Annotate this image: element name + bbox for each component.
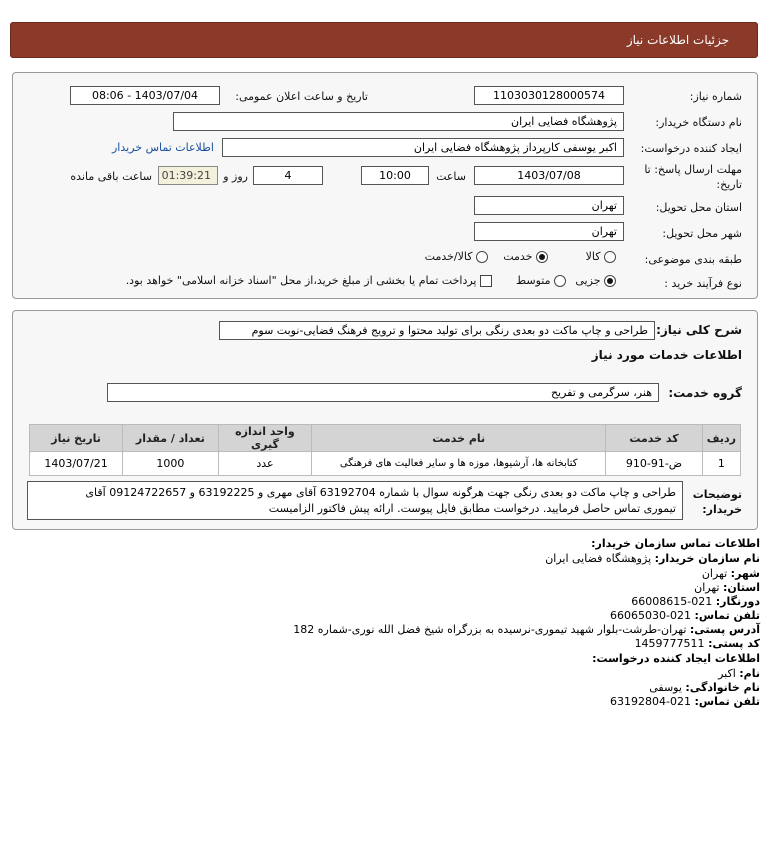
deadline-label: مهلت ارسال پاسخ: تا <box>644 163 742 176</box>
category-goods-label: کالا <box>585 250 601 263</box>
contact-address-value: تهران-طرشت-بلوار شهید تیموری-نرسیده به بزرگراه شیخ فضل الله نوری-شماره 182 <box>293 623 687 636</box>
notes-line-2: تیموری تماس حاصل فرمایید. درخواست مطابق فایل پیوست. ارائه پیش فاکتور الزامیست <box>268 502 676 515</box>
page-header <box>10 22 758 58</box>
contact-zip-value: 1459777511 <box>634 637 705 650</box>
contact-province <box>694 581 760 594</box>
creator-family-key: نام خانوادگی: <box>685 681 760 694</box>
cell-row: 1 <box>702 452 740 476</box>
contact-city <box>702 567 760 580</box>
cell-date: 1403/07/21 <box>30 452 123 476</box>
creator-family-value: یوسفی <box>649 681 682 694</box>
announce-field: 1403/07/04 - 08:06 <box>70 86 220 105</box>
contact-title: اطلاعات تماس سازمان خریدار: <box>591 537 760 550</box>
creator-tel-key: تلفن تماس: <box>694 695 760 708</box>
buyer-org-field: پژوهشگاه فضایی ایران <box>173 112 624 131</box>
deadline-date-label: تاریخ: <box>716 178 742 191</box>
service-group-field: هنر، سرگرمی و تفریح <box>107 383 659 402</box>
days-label: روز و <box>223 170 248 183</box>
contact-city-key: شهر: <box>730 567 760 580</box>
services-title: اطلاعات خدمات مورد نیاز <box>591 348 742 362</box>
buyer-contact-link[interactable]: اطلاعات تماس خریدار <box>112 141 214 154</box>
payment-checkbox[interactable] <box>480 275 492 287</box>
process-minor-radio[interactable] <box>604 275 616 287</box>
contact-fax-value: 021-66008615 <box>631 595 713 608</box>
buyer-org-label: نام دستگاه خریدار: <box>655 116 742 129</box>
table-row <box>30 452 741 476</box>
category-service-radio[interactable] <box>536 251 548 263</box>
notes-line-1: طراحی و چاپ ماکت دو بعدی رنگی جهت هرگونه سوال با شماره 63192704 آقای مهری و 63192225 و 09124722657 آقای <box>85 486 676 499</box>
contact-province-value: تهران <box>694 581 720 594</box>
creator-name-key: نام: <box>739 667 760 680</box>
remaining-label: ساعت باقی مانده <box>70 170 152 183</box>
contact-org <box>545 552 760 565</box>
col-date: تاریخ نیاز <box>30 425 123 452</box>
category-goods-radio[interactable] <box>604 251 616 263</box>
summary-field: طراحی و چاپ ماکت دو بعدی رنگی برای تولید محتوا و ترویج فرهنگ فضایی-نوبت سوم <box>219 321 655 340</box>
category-option-service[interactable] <box>503 250 548 263</box>
creator-tel-value: 021-63192804 <box>610 695 692 708</box>
category-label: طبقه بندی موضوعی: <box>644 253 742 266</box>
creator-info-title: اطلاعات ایجاد کننده درخواست: <box>592 652 760 665</box>
process-option-medium[interactable] <box>516 274 566 287</box>
contact-tel <box>610 609 760 622</box>
contact-fax-key: دورنگار: <box>715 595 760 608</box>
col-unit: واحد اندازه گیری <box>218 425 312 452</box>
category-both-label: کالا/خدمت <box>424 250 473 263</box>
summary-label: شرح کلی نیاز: <box>656 323 742 337</box>
table-header-row <box>30 425 741 452</box>
contact-tel-key: تلفن تماس: <box>694 609 760 622</box>
cell-unit: عدد <box>218 452 312 476</box>
creator-label: ایجاد کننده درخواست: <box>640 142 742 155</box>
process-medium-label: متوسط <box>515 274 551 287</box>
deadline-time-field: 10:00 <box>361 166 429 185</box>
contact-zip <box>635 637 760 650</box>
notes-label-buyer: خریدار: <box>702 503 742 516</box>
creator-family <box>649 681 760 694</box>
province-field: تهران <box>474 196 624 215</box>
contact-zip-key: کد پستی: <box>708 637 760 650</box>
contact-province-key: استان: <box>723 581 760 594</box>
city-label: شهر محل تحویل: <box>662 227 742 240</box>
contact-tel-value: 021-66065030 <box>610 609 692 622</box>
contact-address <box>293 623 760 636</box>
time-label: ساعت <box>436 170 466 183</box>
page-title: جزئیات اطلاعات نیاز <box>626 33 729 47</box>
remaining-time-field: 01:39:21 <box>158 166 218 185</box>
col-code: کد خدمت <box>606 425 703 452</box>
services-table <box>29 424 741 476</box>
col-name: نام خدمت <box>312 425 606 452</box>
need-number-label: شماره نیاز: <box>689 90 742 103</box>
cell-code: ض-91-910 <box>606 452 703 476</box>
city-field: تهران <box>474 222 624 241</box>
contact-city-value: تهران <box>701 567 728 580</box>
category-service-label: خدمت <box>503 250 533 263</box>
contact-org-value: پژوهشگاه فضایی ایران <box>545 552 652 565</box>
process-medium-radio[interactable] <box>554 275 566 287</box>
days-field: 4 <box>253 166 323 185</box>
creator-name-value: اکبر <box>718 667 736 680</box>
contact-org-key: نام سازمان خریدار: <box>654 552 760 565</box>
notes-label: توضیحات <box>692 488 742 501</box>
need-number-field: 1103030128000574 <box>474 86 624 105</box>
process-option-minor[interactable] <box>575 274 616 287</box>
process-minor-label: جزیی <box>575 274 601 287</box>
creator-field: اکبر یوسفی کارپرداز پژوهشگاه فضایی ایران <box>222 138 624 157</box>
category-option-both[interactable] <box>425 250 488 263</box>
cell-name: کتابخانه ها، آرشیوها، موزه ها و سایر فعالیت های فرهنگی <box>312 452 606 476</box>
cell-qty: 1000 <box>123 452 219 476</box>
province-label: استان محل تحویل: <box>655 201 742 214</box>
category-both-radio[interactable] <box>476 251 488 263</box>
creator-name <box>718 667 760 680</box>
col-row: ردیف <box>702 425 740 452</box>
contact-fax <box>631 595 760 608</box>
service-group-label: گروه خدمت: <box>668 386 742 400</box>
contact-address-key: آدرس پستی: <box>689 623 760 636</box>
announce-label: تاریخ و ساعت اعلان عمومی: <box>235 90 368 103</box>
col-qty: تعداد / مقدار <box>123 425 219 452</box>
payment-option[interactable] <box>126 274 492 287</box>
notes-box <box>27 481 683 520</box>
category-option-goods[interactable] <box>586 250 616 263</box>
deadline-date-field: 1403/07/08 <box>474 166 624 185</box>
process-label: نوع فرآیند خرید : <box>664 277 742 290</box>
creator-tel <box>610 695 760 708</box>
payment-note: پرداخت تمام یا بخشی از مبلغ خرید،از محل "اسناد خزانه اسلامی" خواهد بود. <box>125 274 477 287</box>
